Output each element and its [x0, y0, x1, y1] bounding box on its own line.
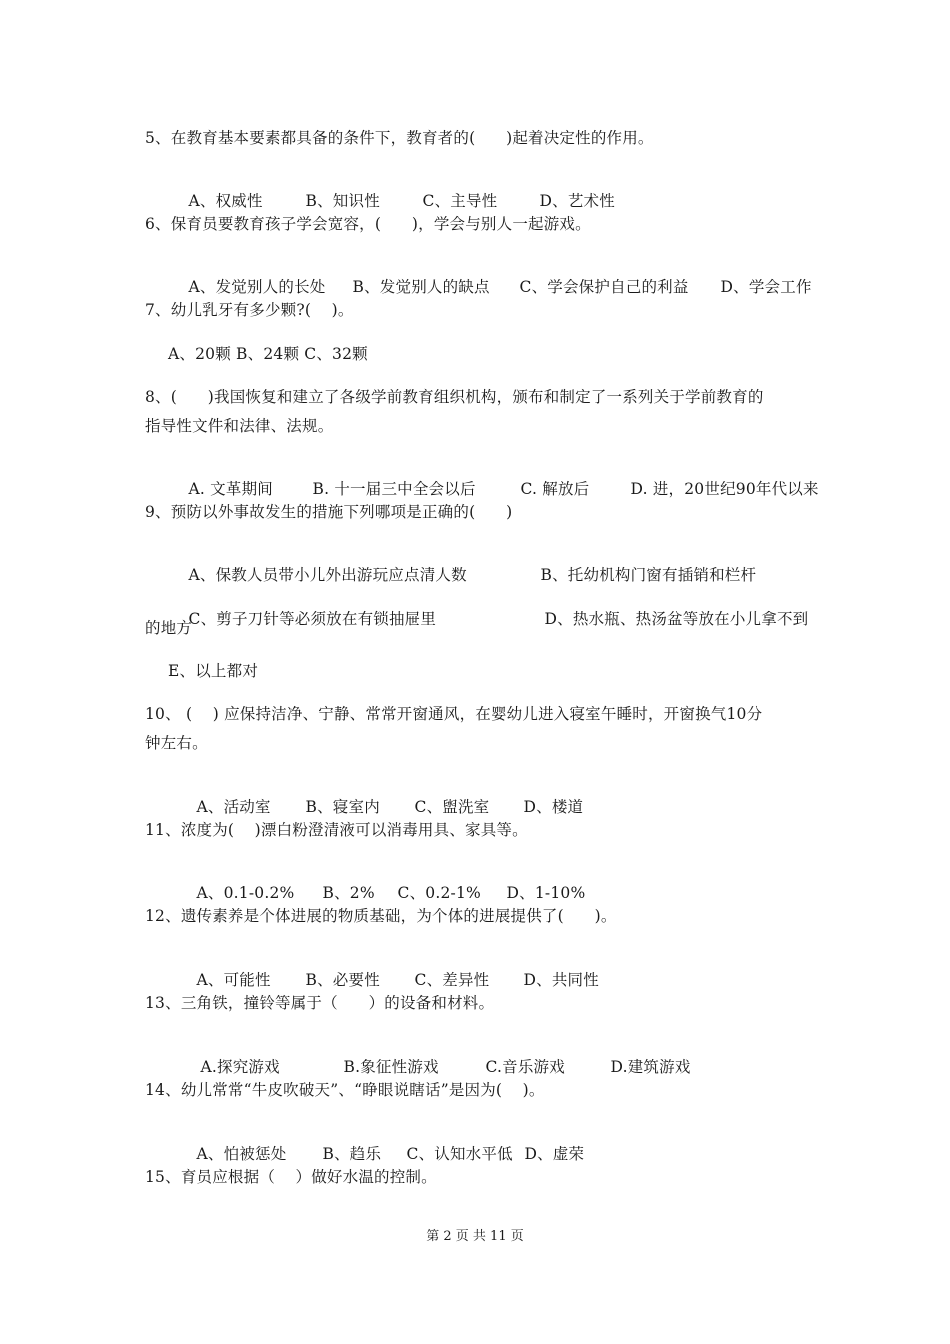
option-a: A.探究游戏 — [200, 1058, 280, 1076]
question-10-line-2: 钟左右。 — [145, 734, 208, 752]
option-d: D、学会工作 — [720, 278, 812, 296]
option-b: B、知识性 — [305, 192, 380, 210]
question-9-option-e: E、以上都对 — [168, 662, 259, 680]
option-a: A、保教人员带小儿外出游玩应点清人数 — [188, 566, 467, 584]
question-13: 13、三角铁，撞铃等属于（ ）的设备和材料。 — [145, 994, 495, 1012]
question-8-line-1: 8、( )我国恢复和建立了各级学前教育组织机构，颁布和制定了一系列关于学前教育的 — [145, 388, 764, 406]
question-14: 14、幼儿常常“牛皮吹破天”、“睁眼说瞎话”是因为( )。 — [145, 1081, 545, 1099]
option-c: C、认知水平低 — [406, 1145, 513, 1163]
option-d: D、热水瓶、热汤盆等放在小儿拿不到 — [544, 610, 809, 628]
option-c: C、剪子刀针等必须放在有锁抽屉里 — [188, 610, 437, 628]
question-8-line-2: 指导性文件和法律、法规。 — [145, 417, 334, 435]
option-a: A、活动室 — [196, 798, 271, 816]
option-b: B、必要性 — [305, 971, 380, 989]
question-7-options: A、20颗 B、24颗 C、32颗 — [168, 345, 368, 363]
question-10-line-1: 10、 ( ) 应保持洁净、宁静、常常开窗通风，在婴幼儿进入寝室午睡时，开窗换气10分 — [145, 705, 763, 723]
option-d: D. 进，20世纪90年代以来 — [630, 480, 819, 498]
question-5: 5、在教育基本要素都具备的条件下，教育者的( )起着决定性的作用。 — [145, 129, 654, 147]
option-b: B、趋乐 — [322, 1145, 382, 1163]
option-c: C、学会保护自己的利益 — [519, 278, 689, 296]
option-c: C、主导性 — [422, 192, 498, 210]
option-d: D、1-10% — [506, 884, 586, 902]
option-b: B.象征性游戏 — [343, 1058, 439, 1076]
question-6: 6、保育员要教育孩子学会宽容，( )，学会与别人一起游戏。 — [145, 215, 591, 233]
option-c: C、差异性 — [414, 971, 490, 989]
option-a: A. 文革期间 — [188, 480, 273, 498]
option-a: A、可能性 — [196, 971, 271, 989]
question-9-option-d-cont: 的地方 — [145, 619, 193, 637]
option-a: A、0.1-0.2% — [196, 884, 295, 902]
option-b: B. 十一届三中全会以后 — [312, 480, 476, 498]
option-b: B、2% — [322, 884, 375, 902]
option-b: B、托幼机构门窗有插销和栏杆 — [540, 566, 757, 584]
question-15: 15、育员应根据（ ）做好水温的控制。 — [145, 1168, 437, 1186]
option-d: D.建筑游戏 — [610, 1058, 691, 1076]
option-c: C、0.2-1% — [397, 884, 481, 902]
page-footer: 第 2 页 共 11 页 — [426, 1229, 524, 1244]
option-b: B、寝室内 — [305, 798, 380, 816]
option-b: B、发觉别人的缺点 — [352, 278, 490, 296]
option-c: C. 解放后 — [520, 480, 590, 498]
option-d: D、楼道 — [523, 798, 584, 816]
question-11: 11、浓度为( )漂白粉澄清液可以消毒用具、家具等。 — [145, 821, 528, 839]
question-12: 12、遗传素养是个体进展的物质基础，为个体的进展提供了( )。 — [145, 907, 617, 925]
option-d: D、共同性 — [523, 971, 599, 989]
question-7: 7、幼儿乳牙有多少颗?( )。 — [145, 301, 354, 319]
option-c: C.音乐游戏 — [485, 1058, 565, 1076]
question-9-options-cd — [168, 589, 808, 649]
option-a: A、权威性 — [188, 192, 263, 210]
option-a: A、发觉别人的长处 — [188, 278, 326, 296]
option-c: C、盥洗室 — [414, 798, 490, 816]
option-d: D、艺术性 — [539, 192, 615, 210]
option-d: D、虚荣 — [524, 1145, 585, 1163]
question-9: 9、预防以外事故发生的措施下列哪项是正确的( ) — [145, 503, 513, 521]
option-a: A、怕被惩处 — [196, 1145, 287, 1163]
